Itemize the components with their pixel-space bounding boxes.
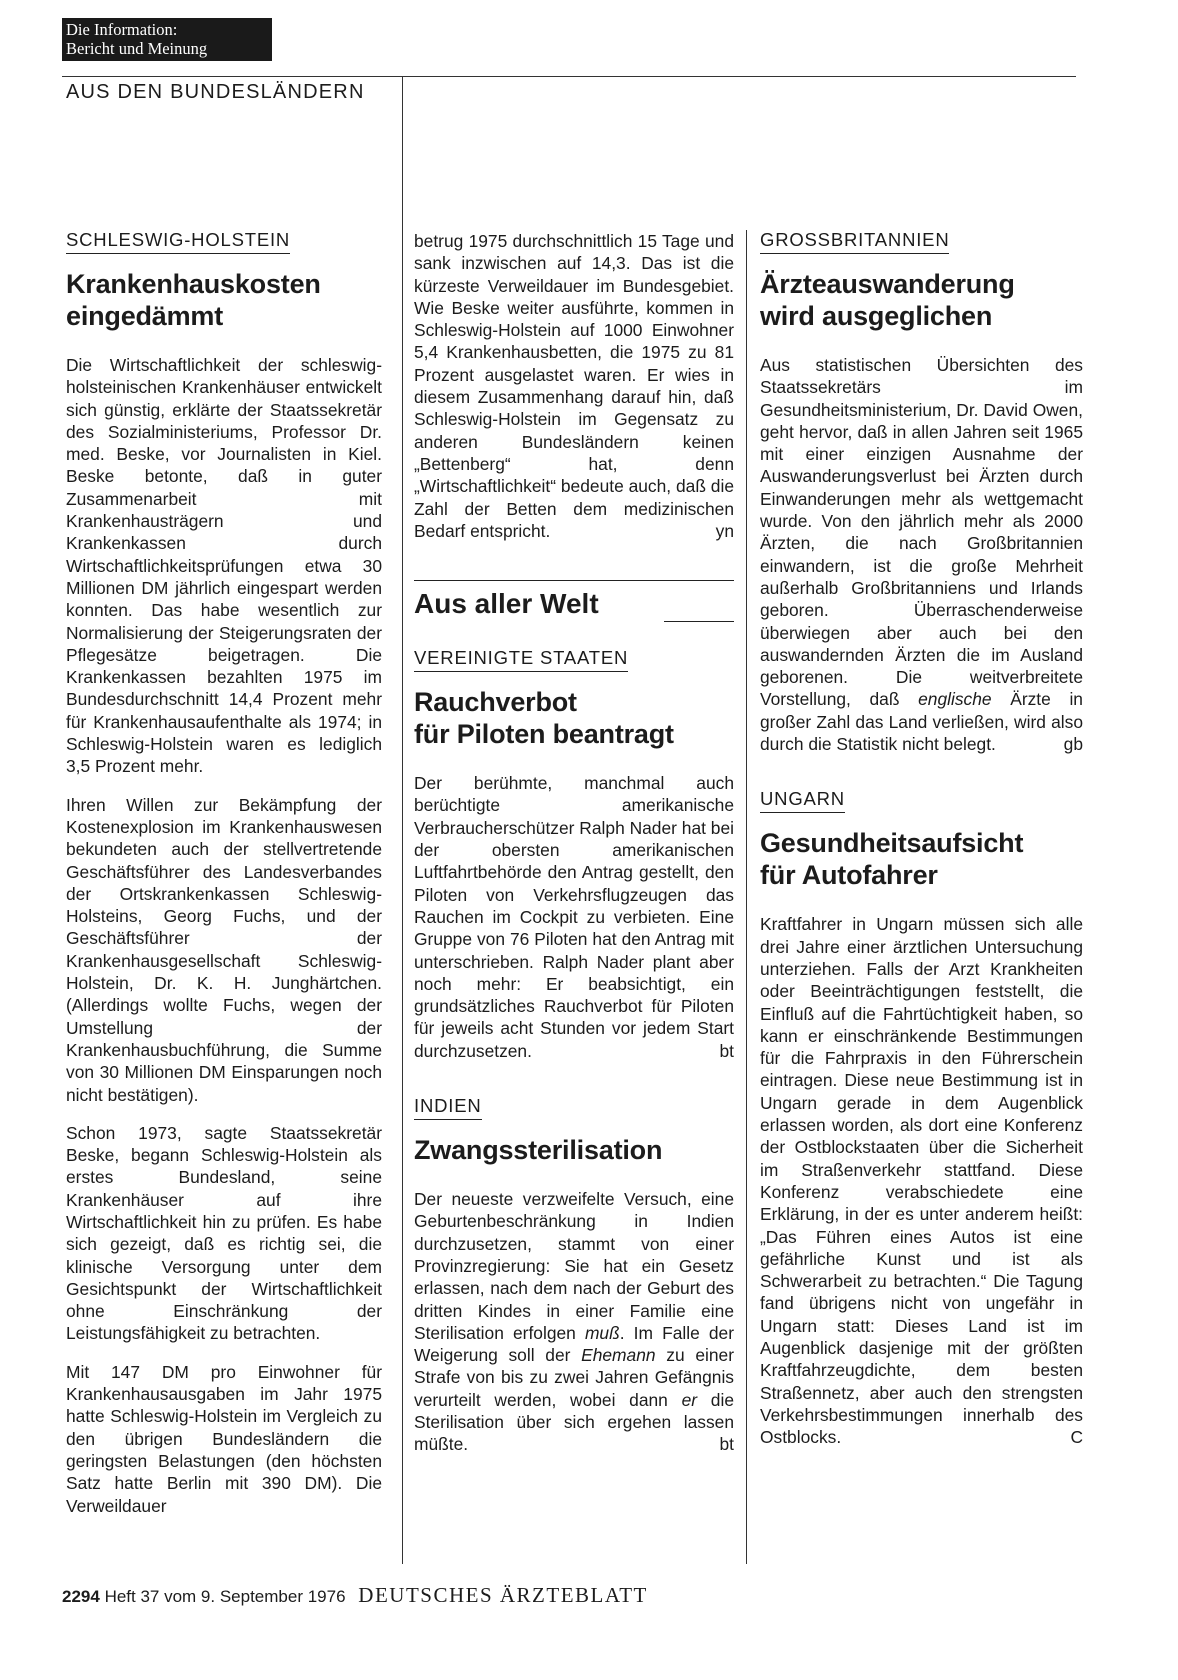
article-usa bbox=[414, 648, 734, 1062]
kicker-gb: GROSSBRITANNIEN bbox=[760, 230, 949, 254]
paragraph bbox=[760, 354, 1083, 755]
author-initials: yn bbox=[715, 520, 734, 541]
kicker-indien: INDIEN bbox=[414, 1096, 482, 1120]
paragraph bbox=[414, 230, 734, 542]
paragraph-text: Der berühmte, manchmal auch berüchtigte amerikanische Verbraucherschützer Ralph Nader hat bei der obersten amerikanischen Luftfahrtbehörde den Antrag gestellt, den Piloten von Verkehrsflugzeugen das Rauchen im Cockpit zu verbieten. Eine Gruppe von 76 Piloten hat den Antrag mit unterschrieben. Ralph Nader plant aber noch mehr: Er beabsichtigt, ein grundsätzliches Rauchverbot für Piloten für jeweils acht Stunden vor jedem Start durchzusetzen. bbox=[414, 773, 734, 1061]
welt-rule-top bbox=[414, 580, 734, 581]
section-title-welt: Aus aller Welt bbox=[414, 588, 599, 620]
author-initials: bt bbox=[719, 1434, 734, 1455]
paragraph bbox=[414, 1188, 734, 1456]
rubric-line-1: Die Information: bbox=[66, 20, 178, 39]
headline-ungarn bbox=[760, 827, 1083, 891]
welt-rule-bottom bbox=[664, 621, 734, 622]
headline-usa bbox=[414, 686, 734, 750]
paragraph: Mit 147 DM pro Einwohner für Krankenhausausgaben im Jahr 1975 hatte Schleswig-Holstein im Vergleich zu den übrigen Bundesländern die geringsten Belastungen (den höchsten Satz hatte Berlin mit 390 DM). Die Verweildauer bbox=[66, 1361, 382, 1516]
headline-line: Ärzteauswanderung bbox=[760, 269, 1015, 299]
paragraph-text: Kraftfahrer in Ungarn müssen sich alle drei Jahre einer ärztlichen Untersuchung unterziehen. Falls der Arzt Krankheiten oder Beeinträchtigungen feststellt, die Einfluß auf die Fahrtüchtigkeit haben, so kann er einschränkende Bestimmungen für die Fahrpraxis in den Führerschein eintragen. Diese neue Bestimmung ist in Ungarn gerade in dem Augenblick erlassen worden, als dort eine Konferenz der Ostblockstaaten über die Sicherheit im Straßenverkehr stattfand. Diese Konferenz verabschiedete eine Erklärung, in der es unter anderem heißt: „Das Führen eines Autos ist eine gefährliche Kunst und ist als Schwerarbeit zu betrachten.“ Die Tagung fand übrigens nicht von ungefähr in Ungarn statt: Dieses Land ist im Augenblick dasjenige mit der größten Kraftfahrzeugdichte, dem besten Straßennetz, aber auch den strengsten Verkehrsbestimmungen innerhalb des Ostblocks. bbox=[760, 914, 1083, 1448]
author-initials: gb bbox=[1063, 734, 1083, 755]
headline-line: Gesundheitsaufsicht bbox=[760, 828, 1024, 859]
paragraph-text: Ärzte in großer Zahl das Land verließen, wird also durch die Statistik nicht belegt. bbox=[760, 689, 1083, 755]
column-3 bbox=[760, 230, 1083, 1482]
issue-info: Heft 37 vom 9. September 1976 bbox=[104, 1587, 346, 1606]
headline-line: Rauchverbot bbox=[414, 687, 577, 718]
paragraph: Ihren Willen zur Bekämpfung der Kostenexplosion im Krankenhauswesen bekundeten auch der stellvertretende Geschäftsführer des Landesverbandes der Ortskrankenkassen Schleswig-Holsteins, Georg Fuchs, und der Geschäftsführer der Krankenhausgesellschaft Schleswig-Holstein, Dr. K. H. Junghärtchen. (Allerdings wollte Fuchs, wegen der Umstellung der Krankenhausbuchführung, die Summe von 30 Millionen DM Einsparungen noch nicht bestätigen). bbox=[66, 794, 382, 1105]
paragraph bbox=[414, 772, 734, 1062]
headline-indien: Zwangssterilisation bbox=[414, 1135, 663, 1166]
column-2 bbox=[414, 230, 734, 1490]
author-initials: bt bbox=[719, 1040, 734, 1061]
kicker-ungarn: UNGARN bbox=[760, 789, 845, 813]
emphasis: muß bbox=[584, 1322, 620, 1343]
page-number: 2294 bbox=[62, 1587, 100, 1606]
headline-line: eingedämmt bbox=[66, 301, 224, 331]
kicker-schleswig: SCHLESWIG-HOLSTEIN bbox=[66, 230, 290, 254]
paragraph: Schon 1973, sagte Staatssekretär Beske, begann Schleswig-Holstein als erstes Bundesland, seine Krankenhäuser auf ihre Wirtschaftlichkeit hin zu prüfen. Es habe sich gezeigt, daß es richtig sei, die klinische Versorgung unter dem Gesichtspunkt der Wirtschaftlichkeit ohne Einschränkung der Leistungsfähigkeit zu betrachten. bbox=[66, 1122, 382, 1344]
paragraph-text: . Im Falle der Weigerung soll der bbox=[414, 1322, 734, 1366]
column-1 bbox=[66, 230, 382, 1533]
author-initials: C bbox=[1070, 1427, 1083, 1448]
headline-line: wird ausgeglichen bbox=[760, 301, 993, 331]
column-divider-1 bbox=[402, 76, 403, 1564]
section-title: AUS DEN BUNDESLÄNDERN bbox=[66, 81, 365, 103]
emphasis: Ehemann bbox=[581, 1345, 656, 1366]
headline-line: für Autofahrer bbox=[760, 860, 938, 891]
headline-gb bbox=[760, 268, 1083, 332]
paragraph bbox=[760, 913, 1083, 1448]
rubric-line-2: Bericht und Meinung bbox=[66, 39, 208, 58]
column-divider-2 bbox=[746, 230, 747, 1564]
article-indien bbox=[414, 1096, 734, 1456]
article-ungarn bbox=[760, 789, 1083, 1448]
emphasis: er bbox=[681, 1389, 698, 1410]
page-footer bbox=[62, 1583, 648, 1608]
headline-line: Krankenhauskosten bbox=[66, 269, 321, 299]
paragraph-text: die Sterilisation über sich ergehen lassen müßte. bbox=[414, 1389, 734, 1455]
headline-schleswig bbox=[66, 268, 382, 332]
paragraph-text: betrug 1975 durchschnittlich 15 Tage und sank inzwischen auf 14,3. Das ist die kürzeste Verweildauer im Bundesgebiet. Wie Beske weiter ausführte, kommen in Schleswig-Holstein auf 1000 Einwohner 5,4 Krankenhausbetten, die 1975 zu 81 Prozent ausgelastet waren. Er wies in diesem Zusammenhang darauf hin, daß Schleswig-Holstein im Gegensatz zu anderen Bundesländern keinen „Bettenberg“ hat, denn „Wirtschaftlichkeit“ bedeute auch, daß die Zahl der Betten dem medizinischen Bedarf entspricht. bbox=[414, 231, 734, 541]
kicker-usa: VEREINIGTE STAATEN bbox=[414, 648, 628, 672]
rubric-badge bbox=[62, 18, 272, 61]
emphasis: englische bbox=[918, 689, 992, 710]
article-gb bbox=[760, 230, 1083, 755]
top-rule bbox=[62, 76, 1076, 77]
headline-line: für Piloten beantragt bbox=[414, 719, 674, 750]
paragraph: Die Wirtschaftlichkeit der schleswig-holsteinischen Krankenhäuser entwickelt sich günstig, erklärte der Staatssekretär des Sozialministeriums, Professor Dr. med. Beske, vor Journalisten in Kiel. Beske betonte, daß in guter Zusammenarbeit mit Krankenhausträgern und Krankenkassen durch Wirtschaftlichkeitsprüfungen etwa 30 Millionen DM jährlich eingespart werden konnten. Das habe wesentlich zur Normalisierung der Steigerungsraten der Pflegesätze beigetragen. Die Krankenkassen bezahlten 1975 im Bundesdurchschnitt 14,4 Prozent mehr für Krankenhausaufenthalte als 1974; in Schleswig-Holstein waren es lediglich 3,5 Prozent mehr. bbox=[66, 355, 382, 777]
paragraph-text: zu einer Strafe von bis zu zwei Jahren Gefängnis verurteilt werden, wobei dann bbox=[414, 1345, 734, 1410]
journal-name: DEUTSCHES ÄRZTEBLATT bbox=[358, 1583, 648, 1607]
paragraph-text: Aus statistischen Übersichten des Staatssekretärs im Gesundheitsministerium, Dr. David Owen, geht hervor, daß in allen Jahren seit 1965 mit einer einzigen Ausnahme der Auswanderungsverlust bei Ärzten durch Einwanderungen mehr als wettgemacht wurde. Von den jährlich mehr als 2000 Ärzten, die nach Großbritannien einwandern, ist die große Mehrheit außerhalb Großbritanniens und Irlands geboren. Überraschenderweise überwiegen aber auch bei den auswandernden Ärzten die im Ausland geborenen. Die weitverbreitete Vorstellung, daß bbox=[760, 355, 1083, 710]
paragraph-text: Der neueste verzweifelte Versuch, eine Geburtenbeschränkung in Indien durchzusetzen, stammt von einer Provinzregierung: Sie hat ein Gesetz erlassen, nach dem nach der Geburt des dritten Kindes in einer Familie eine Sterilisation erfolgen bbox=[414, 1189, 734, 1343]
